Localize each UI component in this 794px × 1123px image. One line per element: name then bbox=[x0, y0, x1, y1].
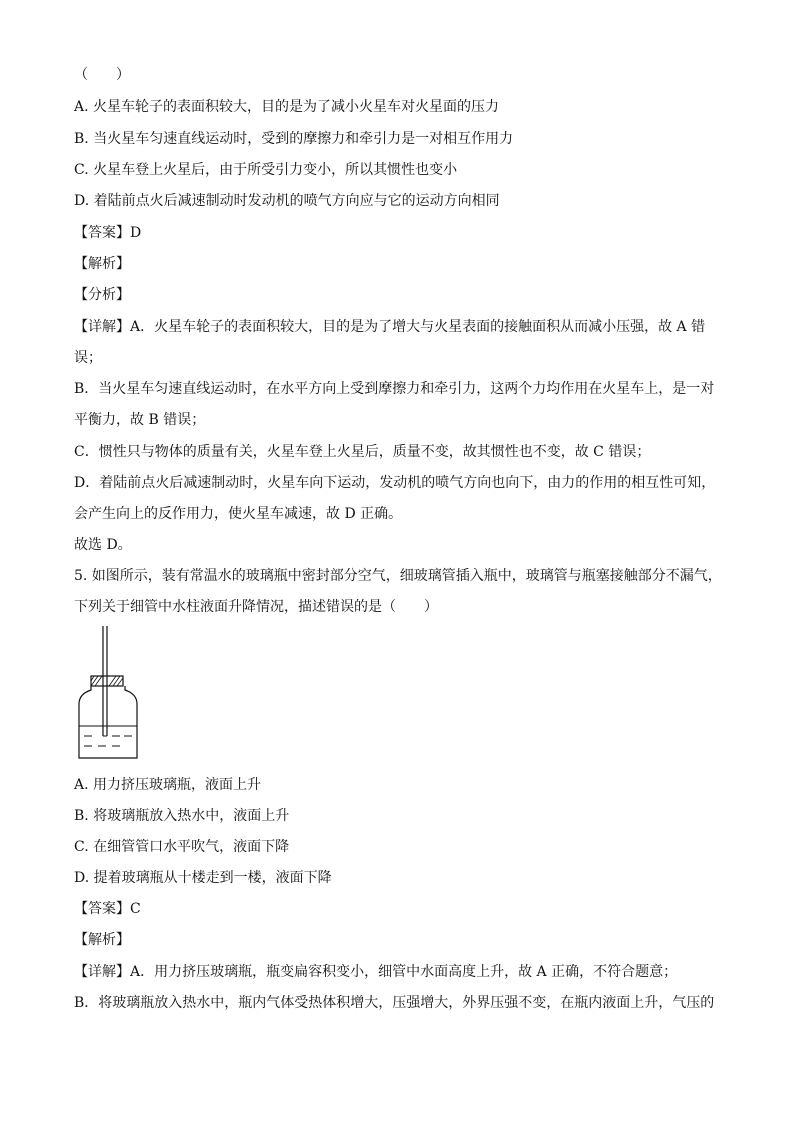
q5-option-a: A. 用力挤压玻璃瓶，液面上升 bbox=[74, 777, 262, 793]
q4-analysis-label: 【解析】 bbox=[74, 256, 130, 272]
q4-answer: 【答案】D bbox=[74, 225, 142, 241]
glass-bottle-figure bbox=[74, 624, 144, 762]
q4-detail-line-7: 会产生向上的反作用力，使火星车减速，故 D 正确。 bbox=[74, 506, 403, 522]
q4-detail-line-4: 平衡力，故 B 错误； bbox=[74, 412, 206, 428]
q5-option-c: C. 在细管管口水平吹气，液面下降 bbox=[74, 839, 290, 855]
q4-detail-line-5: C．惯性只与物体的质量有关，火星车登上火星后，质量不变，故其惯性也不变，故 C 错误； bbox=[74, 444, 651, 460]
q5-detail-line-1: 【详解】A．用力挤压玻璃瓶，瓶变扁容积变小，细管中水面高度上升，故 A 正确，不符合题意； bbox=[74, 964, 678, 980]
q4-option-d: D. 着陆前点火后减速制动时发动机的喷气方向应与它的运动方向相同 bbox=[74, 193, 500, 209]
q5-stem-line-2: 下列关于细管中水柱液面升降情况，描述错误的是（ ） bbox=[74, 599, 438, 615]
q4-fenxi-label: 【分析】 bbox=[74, 287, 130, 303]
q4-detail-line-1: 【详解】A．火星车轮子的表面积较大，目的是为了增大与火星表面的接触面积从而减小压强，故 A 错 bbox=[74, 319, 706, 335]
q5-option-d: D. 提着玻璃瓶从十楼走到一楼，液面下降 bbox=[74, 870, 332, 886]
q5-stem-line-1: 5. 如图所示，装有常温水的玻璃瓶中密封部分空气，细玻璃管插入瓶中，玻璃管与瓶塞接触部分不漏气， bbox=[74, 568, 722, 584]
q4-detail-line-6: D．着陆前点火后减速制动时，火星车向下运动，发动机的喷气方向也向下，由力的作用的相互性可知， bbox=[74, 475, 716, 491]
q4-detail-line-3: B．当火星车匀速直线运动时，在水平方向上受到摩擦力和牵引力，这两个力均作用在火星车上，是一对 bbox=[74, 381, 715, 397]
q4-option-c: C. 火星车登上火星后，由于所受引力变小，所以其惯性也变小 bbox=[74, 162, 458, 178]
q4-option-a: A. 火星车轮子的表面积较大，目的是为了减小火星车对火星面的压力 bbox=[74, 99, 500, 115]
q5-analysis-label: 【解析】 bbox=[74, 932, 130, 948]
bottle-body bbox=[79, 686, 137, 758]
q4-detail-line-2: 误； bbox=[74, 350, 102, 366]
q4-conclusion: 故选 D。 bbox=[74, 537, 132, 553]
q4-option-b: B. 当火星车匀速直线运动时，受到的摩擦力和牵引力是一对相互作用力 bbox=[74, 131, 514, 147]
q5-option-b: B. 将玻璃瓶放入热水中，液面上升 bbox=[74, 808, 290, 824]
water-dashes bbox=[84, 736, 132, 746]
q5-answer: 【答案】C bbox=[74, 901, 141, 917]
q5-detail-line-2: B．将玻璃瓶放入热水中，瓶内气体受热体积增大，压强增大，外界压强不变，在瓶内液面上升，气压的 bbox=[74, 995, 715, 1011]
q4-paren: （ ） bbox=[74, 67, 130, 83]
